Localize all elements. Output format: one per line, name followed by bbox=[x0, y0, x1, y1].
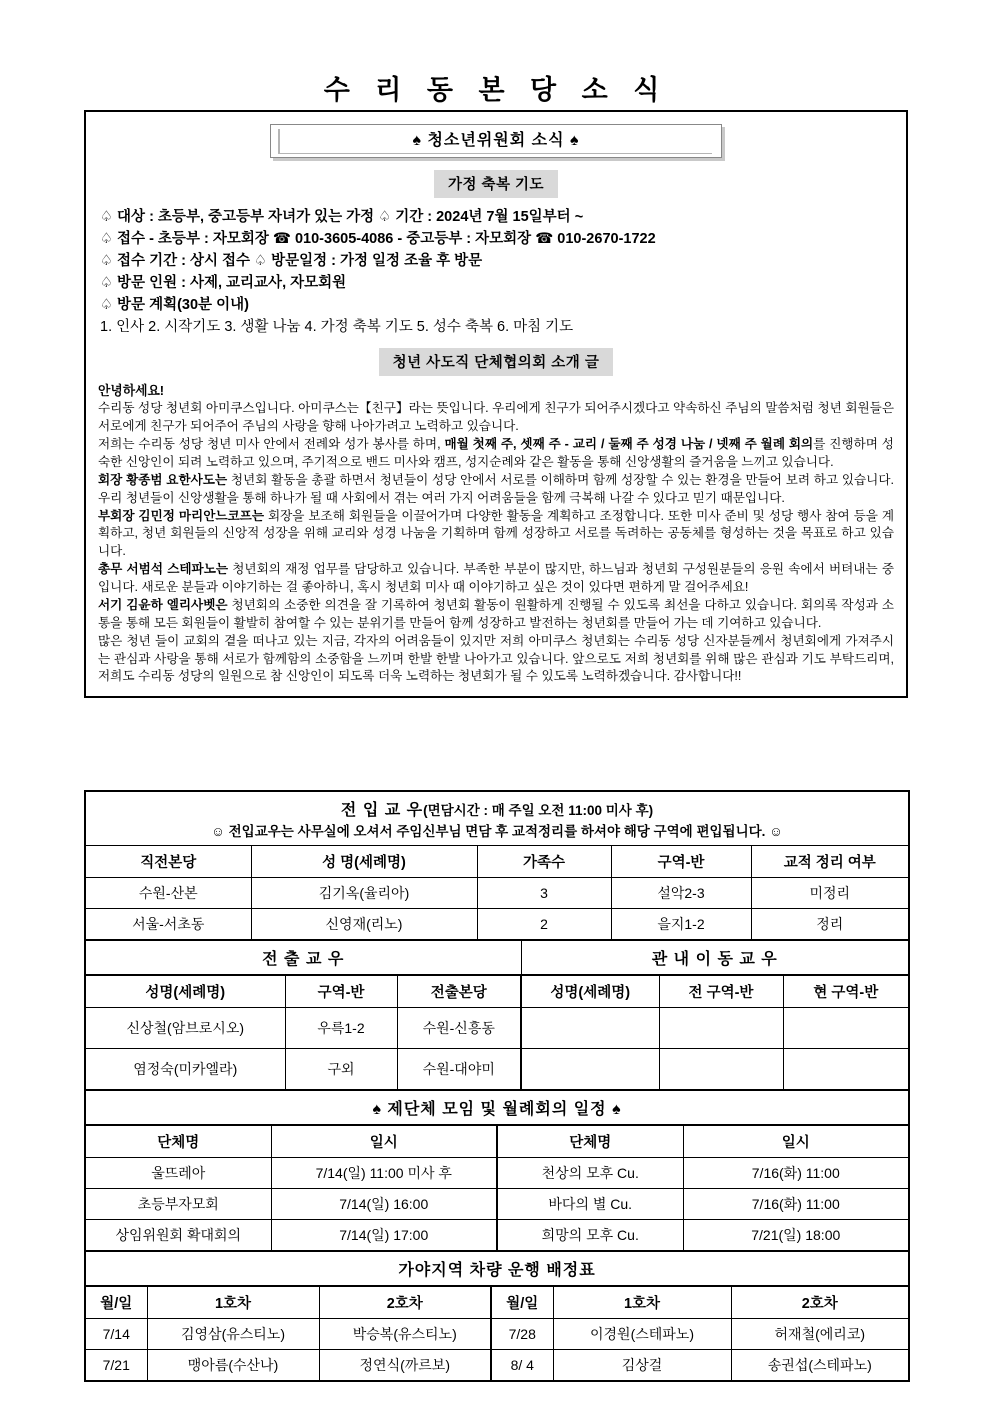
vehicle-schedule-banner: 가야지역 차량 운행 배정표 bbox=[85, 1252, 909, 1287]
role-label: 총무 서범석 스테파노는 bbox=[98, 562, 229, 577]
visit-plan-steps: 1. 인사 2. 시작기도 3. 생활 나눔 4. 가정 축복 기도 5. 성수 축복 6. 마침 기도 bbox=[100, 319, 574, 336]
paragraph bbox=[98, 597, 894, 633]
cell bbox=[783, 1049, 909, 1091]
cell: 울뜨레아 bbox=[85, 1158, 271, 1189]
paragraph bbox=[98, 436, 894, 472]
youth-header-title: ♠ 청소년위원회 소식 ♠ bbox=[412, 132, 580, 149]
banner-sub: (면담시간 : 매 주일 오전 11:00 미사 후) bbox=[423, 803, 654, 818]
column-header: 1호차 bbox=[147, 1286, 319, 1319]
list-item: ♤ 접수 기간 : 상시 접수 ♤ 방문일정 : 가정 일정 조율 후 방문 bbox=[100, 253, 483, 270]
list-item: ♤ 대상 : 초등부, 중고등부 자녀가 있는 가정 ♤ 기간 : 2024년 7월 15일부터 ~ bbox=[100, 209, 584, 225]
paragraph-text-tail: 를 진행하며 성숙한 신앙인이 되려 노력하고 있으며, 주기적으로 밴드 미사와 캠프, 성지순례와 같은 활동을 통해 신앙생활의 즐거움을 느끼고 있습니다. bbox=[98, 437, 894, 469]
cell bbox=[659, 1008, 783, 1049]
cell: 7/14 bbox=[85, 1319, 147, 1350]
column-header: 현 구역-반 bbox=[783, 975, 909, 1008]
transfer-out-table bbox=[84, 940, 910, 1091]
cell: 7/14(일) 11:00 미사 후 bbox=[271, 1158, 497, 1189]
cell: 7/16(화) 11:00 bbox=[683, 1158, 909, 1189]
table-banner-row bbox=[85, 791, 909, 846]
role-label: 부회장 김민정 마리안느코프는 bbox=[98, 508, 265, 523]
cell: 우륵1-2 bbox=[285, 1008, 397, 1049]
cell: 송권섭(스테파노) bbox=[731, 1350, 909, 1382]
column-header: 일시 bbox=[683, 1125, 909, 1158]
youth-intro-body bbox=[98, 382, 894, 686]
cell: 7/16(화) 11:00 bbox=[683, 1189, 909, 1220]
paragraph-text: 수리동 성당 청년회 아미쿠스입니다. 아미쿠스는【친구】라는 뜻입니다. 우리에게 친구가 되어주시겠다고 약속하신 주님의 말씀처럼 청년 회원들은 서로에게 친구가 되어주어 주님의 사랑을 향해 나아가려고 노력하고 있습니다. bbox=[98, 401, 894, 434]
youth-header-box bbox=[270, 124, 722, 158]
paragraph-text: 저희는 수리동 성당 청년 미사 안에서 전례와 성가 봉사를 하며, bbox=[98, 437, 445, 452]
column-header: 성 명(세례명) bbox=[251, 846, 477, 878]
cell bbox=[521, 1008, 659, 1049]
cell: 박승복(유스티노) bbox=[319, 1319, 491, 1350]
youth-intro-heading-wrap bbox=[98, 348, 894, 376]
column-header: 성명(세례명) bbox=[521, 975, 659, 1008]
column-header: 단체명 bbox=[497, 1125, 683, 1158]
column-header: 전 구역-반 bbox=[659, 975, 783, 1008]
cell: 7/28 bbox=[491, 1319, 553, 1350]
table-header-row bbox=[85, 1125, 909, 1158]
table-row bbox=[85, 1158, 909, 1189]
cell: 수원-산본 bbox=[85, 878, 251, 909]
greeting-line: 안녕하세요! bbox=[98, 383, 165, 399]
paragraph bbox=[98, 400, 894, 436]
cell: 초등부자모회 bbox=[85, 1189, 271, 1220]
column-header: 2호차 bbox=[731, 1286, 909, 1319]
cell: 3 bbox=[477, 878, 611, 909]
table-row bbox=[85, 1049, 909, 1091]
paragraph bbox=[98, 633, 894, 687]
cell bbox=[783, 1008, 909, 1049]
cell: 상임위원회 확대회의 bbox=[85, 1220, 271, 1252]
cell bbox=[659, 1049, 783, 1091]
cell: 수원-신흥동 bbox=[397, 1008, 521, 1049]
table-banner-row bbox=[85, 1091, 909, 1126]
table-row bbox=[85, 1220, 909, 1252]
cell: 을지1-2 bbox=[611, 909, 751, 941]
cell: 7/21(일) 18:00 bbox=[683, 1220, 909, 1252]
cell: 정연식(까르보) bbox=[319, 1350, 491, 1382]
list-item: ♤ 접수 - 초등부 : 자모회장 ☎ 010-3605-4086 - 중고등부 : 자모회장 ☎ 010-2670-1722 bbox=[100, 231, 656, 248]
cell: 희망의 모후 Cu. bbox=[497, 1220, 683, 1252]
paragraph-text: 청년회의 소중한 의견을 잘 기록하여 청년회 활동이 원활하게 진행될 수 있도록 최선을 다하고 있습니다. 회의록 작성과 소통을 통해 모든 회원들이 활발히 참여할 수 있는 분위기를 만들어 함께 성장하고 발전하는 청년회를 만들어 가는 데 기여하고 있습니다. bbox=[98, 597, 895, 630]
cell: 정리 bbox=[751, 909, 909, 941]
paragraph-text: 회장을 보조해 회원들을 이끌어가며 다양한 활동을 계획하고 조정합니다. 또한 미사 준비 및 성당 행사 참여 등을 계획하고, 청년 회원들의 신앙적 성장을 위해 교리와 성경 나눔을 기획하며 함께 성장하고 서로를 독려하는 공동체를 형성하는 것을 목표로 하고 있습니다. bbox=[98, 508, 894, 559]
cell: 수원-대야미 bbox=[397, 1049, 521, 1091]
table-header-row bbox=[85, 975, 909, 1008]
cell: 천상의 모후 Cu. bbox=[497, 1158, 683, 1189]
banner-main: 전 입 교 우 bbox=[340, 802, 424, 819]
family-blessing-heading: 가정 축복 기도 bbox=[434, 170, 558, 198]
column-header: 구역-반 bbox=[611, 846, 751, 878]
cell: 바다의 별 Cu. bbox=[497, 1189, 683, 1220]
cell: 허재철(에리코) bbox=[731, 1319, 909, 1350]
transfer-in-note: ☺ 전입교우는 사무실에 오셔서 주임신부님 면담 후 교적정리를 하셔야 해당 구역에 편입됩니다. ☺ bbox=[211, 824, 783, 839]
cell: 설악2-3 bbox=[611, 878, 751, 909]
paragraph-text: 청년회의 재정 업무를 담당하고 있습니다. 부족한 부분이 많지만, 하느님과 청년회 구성원분들의 응원 속에서 버텨내는 중입니다. 새로운 분들과 이야기하는 걸 좋아하니, 혹시 청년회 미사 때 이야기하고 싶은 것이 있다면 편하게 말 걸어주세요! bbox=[98, 562, 894, 595]
role-label: 회장 황종범 요한사도는 bbox=[98, 472, 228, 487]
youth-header-box-wrap bbox=[98, 124, 894, 158]
cell: 7/21 bbox=[85, 1350, 147, 1382]
paragraph-text: 많은 청년 들이 교회의 곁을 떠나고 있는 지금, 각자의 어려움들이 있지만 저희 아미쿠스 청년회는 수리동 성당 신자분들께서 청년회에게 가져주시는 관심과 사랑을 통해 서로가 함께함의 소중함을 느끼며 한발 한발 나아가고 있습니다. 앞으로도 저희 청년회를 위해 많은 관심과 기도 부탁드리며, 저희도 수리동 성당의 일원으로 참 신앙인이 되도록 더욱 노력하는 청년회가 될 수 있도록 노력하겠습니다. 감사합니다!! bbox=[98, 633, 894, 684]
cell: 신상철(암브로시오) bbox=[85, 1008, 285, 1049]
family-blessing-heading-wrap bbox=[98, 170, 894, 198]
cell: 2 bbox=[477, 909, 611, 941]
cell bbox=[521, 1049, 659, 1091]
column-header: 단체명 bbox=[85, 1125, 271, 1158]
cell: 맹아름(수산나) bbox=[147, 1350, 319, 1382]
paragraph bbox=[98, 472, 894, 508]
page-title: 수 리 동 본 당 소 식 bbox=[323, 75, 669, 105]
column-header: 1호차 bbox=[553, 1286, 731, 1319]
table-banner-row bbox=[85, 1252, 909, 1287]
paragraph bbox=[98, 508, 894, 562]
cell: 김영삼(유스티노) bbox=[147, 1319, 319, 1350]
youth-committee-panel bbox=[84, 110, 908, 698]
transfer-in-table bbox=[84, 790, 910, 941]
vehicle-schedule-table bbox=[84, 1251, 910, 1382]
column-header: 월/일 bbox=[85, 1286, 147, 1319]
list-item: ♤ 방문 인원 : 사제, 교리교사, 자모회원 bbox=[100, 275, 347, 292]
paragraph-emphasis: 매월 첫째 주, 셋째 주 - 교리 / 둘째 주 성경 나눔 / 넷째 주 월례 회의 bbox=[444, 437, 814, 452]
column-header: 구역-반 bbox=[285, 975, 397, 1008]
table-row bbox=[85, 878, 909, 909]
transfer-in-banner bbox=[85, 791, 909, 846]
paragraph bbox=[98, 561, 894, 597]
cell: 구외 bbox=[285, 1049, 397, 1091]
column-header: 일시 bbox=[271, 1125, 497, 1158]
cell: 미정리 bbox=[751, 878, 909, 909]
cell: 7/14(일) 16:00 bbox=[271, 1189, 497, 1220]
column-header: 2호차 bbox=[319, 1286, 491, 1319]
table-row bbox=[85, 1319, 909, 1350]
cell: 8/ 4 bbox=[491, 1350, 553, 1382]
cell: 신영재(리노) bbox=[251, 909, 477, 941]
column-header: 전출본당 bbox=[397, 975, 521, 1008]
internal-move-banner: 관 내 이 동 교 우 bbox=[521, 941, 909, 976]
column-header: 직전본당 bbox=[85, 846, 251, 878]
table-row bbox=[85, 1189, 909, 1220]
cell: 김상걸 bbox=[553, 1350, 731, 1382]
cell: 염정숙(미카엘라) bbox=[85, 1049, 285, 1091]
group-meetings-banner: ♠ 제단체 모임 및 월례회의 일정 ♠ bbox=[85, 1091, 909, 1126]
column-header: 교적 정리 여부 bbox=[751, 846, 909, 878]
table-row bbox=[85, 909, 909, 941]
list-item: ♤ 방문 계획(30분 이내) bbox=[100, 297, 249, 314]
transfer-out-banner: 전 출 교 우 bbox=[85, 941, 521, 976]
youth-intro-heading: 청년 사도직 단체협의회 소개 글 bbox=[379, 348, 614, 376]
table-row bbox=[85, 1350, 909, 1382]
column-header: 성명(세례명) bbox=[85, 975, 285, 1008]
column-header: 월/일 bbox=[491, 1286, 553, 1319]
cell: 이경원(스테파노) bbox=[553, 1319, 731, 1350]
table-row bbox=[85, 1008, 909, 1049]
table-header-row bbox=[85, 846, 909, 878]
cell: 김기옥(율리아) bbox=[251, 878, 477, 909]
paragraph-text: 청년회 활동을 총괄 하면서 청년들이 성당 안에서 서로를 이해하며 함께 성장할 수 있는 환경을 만들어 보려 하고 있습니다. 우리 청년들이 신앙생활을 통해 하나가 될 때 사회에서 겪는 여러 가지 어려움들을 함께 극복해 나갈 수 있다고 믿기 때문입니다. bbox=[98, 472, 895, 505]
group-meetings-table bbox=[84, 1090, 910, 1252]
cell: 7/14(일) 17:00 bbox=[271, 1220, 497, 1252]
column-header: 가족수 bbox=[477, 846, 611, 878]
role-label: 서기 김윤하 엘리사벳은 bbox=[98, 597, 228, 612]
family-blessing-items bbox=[98, 206, 894, 316]
table-header-row bbox=[85, 1286, 909, 1319]
table-banner-row bbox=[85, 941, 909, 976]
tables-section bbox=[84, 790, 908, 1382]
cell: 서울-서초동 bbox=[85, 909, 251, 941]
